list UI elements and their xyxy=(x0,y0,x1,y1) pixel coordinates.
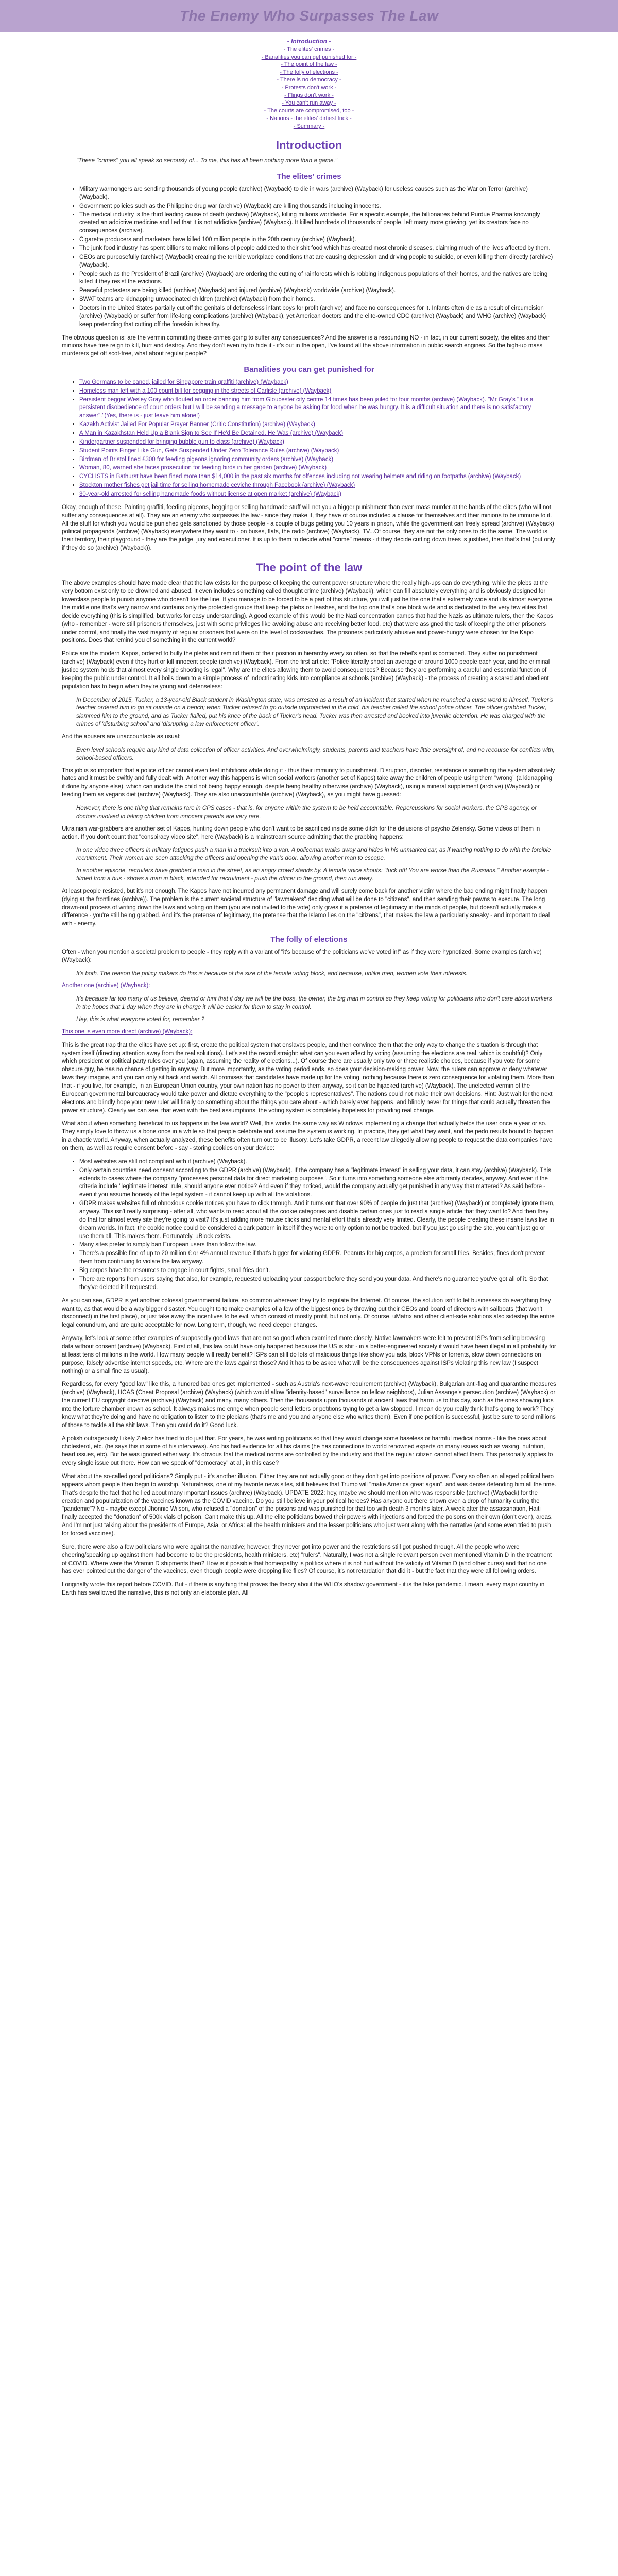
paragraph: As you can see, GDPR is yet another colossal governmental failure, so common wherever they try to regulate the Internet. Of course, the solution isn't to let businesses do everything they want to, as that would be a way bigger disaster. You ought to to make examples of a few of the biggest ones by throwing out their CEOs and board of directors with sailboats (that won't disconnect) in the first place), or just take away the incentives to be evil, which consist of mostly profit, but not only. Of course, uMatrix and other client-side solutions also sidestep the entire legal conundrum, and are quite acceptable for now. Long term, though, we need deeper changes. xyxy=(62,1297,555,1329)
toc-link-summary[interactable]: - Summary - xyxy=(293,123,325,130)
paragraph: Often - when you mention a societal problem to people - they reply with a variant of "it's because of the politicians we've voted in!" as if they were hypnotized. Some examples (archive) (Wayback): xyxy=(62,948,542,963)
paragraph: At least people resisted, but it's not enough. The Kapos have not incurred any permanent damage and will surely come back for another victim where the bad ending might finally happen (dying at the frontlines (archive)). The problem is the current societal structure of "lawmakers" deciding what will be done to "citizens", and then sending their pawns to execute. The long drawn-out process of writing down the laws and voting on them (you are not invited to the vote) only gives it a pretense of legitimacy in the minds of people, but doesn't actually make a difference - you're still being grabbed. And it's the pretense of legitimacy, the pretense that the Islamo lies on the "citizens", that makes the law a particularly sneaky - and important to deal with - enemy. xyxy=(62,888,550,927)
paragraph: What about when something beneficial to us happens in the law world? Well, this works the same way as Windows implementing a change that actually helps the user once a year or so. They simply love to throw us a bone once in a while so that people celebrate and assume the system is working. In practice, they get what they want, and the pedo results bound to happen in a chaotic world. Anyway, when actually analyzed, these benefits often turn out to be illusory. Let's take GDPR, a recent law allegedly allowing people to request the data companies have on them, as well as require consent before - say - storing cookies on your device: xyxy=(62,1121,554,1152)
toc-link-banalities[interactable]: - Banalities you can get punished for - xyxy=(261,54,357,60)
list-item xyxy=(79,421,556,429)
toc-link-run-away[interactable]: - You can't run away - xyxy=(282,100,336,107)
toc-link-elites[interactable]: - The elites' crimes - xyxy=(283,46,335,53)
list-item: • CEOs are purposefully (archive) (Wayback) creating the terrible workplace conditions that are causing depression and driving people to suicide, or even killing them directly (archive) (Wayback). xyxy=(79,253,556,270)
toc-link-folly-of-elections[interactable]: - The folly of elections - xyxy=(280,69,338,76)
heading-introduction: Introduction xyxy=(276,139,342,152)
paragraph: And the abusers are unaccountable as usual: xyxy=(62,733,181,740)
list-item xyxy=(79,490,556,499)
list-item: • GDPR makes websites full of obnoxious cookie notices you have to click through. And it turns out that over 90% of people do just that (archive) (Wayback) or completely ignore them, anyway. This isn't really surprising - after all, who wants to read about all the cookie categories and disable certain ones just to read a single article that they want to? And then they do that for almost every site they're going to visit? It's just adding more mouse clicks and mental effort that's already very limited. Clearly, the people creating these insane laws live in dream worlds. In fact, the cookie notice could be considered a dark pattern in itself if they were to only option to not be tracked, but if you just go using the site, you can't just go or use them all. This makes them. Fortunately, uBlock exists. xyxy=(79,1200,556,1241)
intro-quote: "These "crimes" you all speak so seriously of... To me, this has all been nothing more than a game." xyxy=(76,158,337,164)
list-item xyxy=(79,464,556,472)
list-item: • Doctors in the United States partially cut off the genitals of defenseless infant boys for profit (archive) and face no consequences for it. Infants often die as a result of circumcision (archive) (Wayback) or suffer from life-long complications (archive) (Wayback), yet American doctors and the elite-owned CDC (archive) (Wayback) and WHO (archive) (Wayback) keep pretending that cutting off the foreskin is healthy. xyxy=(79,304,556,329)
list-item xyxy=(79,456,556,464)
news-link[interactable]: Kindergartner suspended for bringing bubble gun to class (archive) (Wayback) xyxy=(79,438,284,445)
news-link[interactable]: CYCLISTS in Bathurst have been fined more than $14,000 in the past six months for offences including not wearing helmets and riding on footpaths (archive) (Wayback) xyxy=(79,473,521,480)
list-item: • The junk food industry has spent billions to make millions of people addicted to their shit food which has created most chronic diseases, claiming much of the lives affected by them. xyxy=(79,245,556,253)
paragraph: A polish outrageously Likely Zielicz has tried to do just that. For years, he was writing politicians so that they would change some baseless or harmful medical norms - like the ones about cholesterol, etc. (he says this in some of his interviews). And his had evidence for all his claims (he has connections to world renowned experts on many issues such as vaxing, nutrition, heart issues, etc). But he was ignored either way. It's obvious that the medical norms are controlled by the industry and that the regular citizen cannot affect them. This personally applies to every single issue out there. How can we speak of "democracy" at all, in this case? xyxy=(62,1435,553,1467)
heading-point-of-law: The point of the law xyxy=(255,561,363,574)
toc-title: - Introduction - xyxy=(287,38,331,45)
list-item: • SWAT teams are kidnapping unvaccinated children (archive) (Wayback) from their homes. xyxy=(79,296,556,304)
paragraph: The obvious question is: are the vermin committing these crimes going to suffer any consequences? And the answer is a resounding NO - in fact, in our current society, the elites and their minions have free reign to kill, hurt and destroy. And they don't even try to hide it - it's out in the open, I've found all the above information in public search engines. So the high-up mass murderers get off scot-free, what about regular people? xyxy=(62,334,550,358)
list-item xyxy=(79,430,556,438)
blockquote: In one video three officers in military fatigues push a man in a tracksuit into a van. A policeman walks away and hides in his unmarked car, as if wanting nothing to do with the forcible recruitment. Their women are seen attacking the officers and opening the van's door, allowing another man to escape. xyxy=(76,847,551,862)
list-item: • Cigarette producers and marketers have killed 100 million people in the 20th century (archive) (Wayback). xyxy=(79,236,556,244)
paragraph: Police are the modern Kapos, ordered to bully the plebs and remind them of their position in hierarchy every so often, so that the rebel's spirit is contained. They suffer no punishment (archive) (Wayback) even if they hurt or kill innocent people (archive) (Wayback). From the first article: "Police literally shoot an average of around 1000 people each year, and the criminal justice system holds that almost every single shooting is legal". Why are the elites allowing them to avoid consequences? Because they are performing a careful and essential function of keeping the public under control. It all boils down to a simple process of indoctrinating kids into compliance at schools (archive) (Wayback) - the process of creating a scared and obedient population has to begin when they're young and defenseless: xyxy=(62,651,550,690)
article-content xyxy=(62,32,556,1598)
site-banner xyxy=(0,0,618,32)
news-link[interactable]: Kazakh Activist Jailed For Popular Prayer Banner (Critic Constitution) (archive) (Wayback) xyxy=(79,421,315,428)
paragraph: Sure, there were also a few politicians who were against the narrative; however, they never got into power and the restrictions still got pushed through. All the people who were cheering/speaking up against them had become to be the presidents, health ministers, etc) "rulers". Naturally, I was not a single relevant person even mentioned Vitamin D in the treatment of COVID. Where were the Vitamin D shipments then? How is it possible that homeopathy is politics where it is not hurt without the validity of Vitamin D (and other cures) and that no one has ever pointed out the danger of the vaccines, even though people were dropping like flies? Of course, it's not retardation that did it - but the fact that they were all following orders. xyxy=(62,1544,552,1575)
list-item: • Only certain countries need consent according to the GDPR (archive) (Wayback). If the company has a "legitimate interest" in selling your data, it can stay (archive) (Wayback). This extends to cases where the company "processes personal data for direct marketing purposes". So it turns into something someone else arbitrarily decides, anyway. And even if the criteria include "legitimate interest" rule, should anyone ever notice? And even if they noticed, would the company actually get punished in any way that mattered? As said before - even if you assume honesty of the legal system - it cannot keep up with all the violations. xyxy=(79,1167,556,1199)
list-item xyxy=(79,396,556,421)
list-item xyxy=(79,447,556,455)
heading-banalities: Banalities you can get punished for xyxy=(244,365,374,375)
list-item xyxy=(79,482,556,490)
paragraph: The above examples should have made clear that the law exists for the purpose of keeping the current power structure where the really high-ups can do everything, while the plebs at the very bottom exist only to be drowned and abused. It even includes something called thought crime (archive) (Wayback), which can fill absolutely everything and is obviously designed for lowerclass people to punish anyone who doesn't toe the line. If you manage to be forced to be a part of this structure, you will just be the one that's extremely wide and ills almost everyone, the middle one that's very narrow and contains only the protected groups that keep the plebs on leashes, and the top one that's one block wide and is dedicated to the very few elites that decide everything (this is simplified, but works for easy understanding). A good example of this would be the Nazi concentration camps that had the Nazis as ultimate rulers, then the Kapos (who - remember - were still prisoners themselves, just with some privileges like avoiding abuse and receiving better food, etc) that were assigned the task of keeping the other prisoners under control, and finally the vast majority of regular prisoners that were on the level of cockroaches. The prisoners particularly abusive and power-hungry were chosen for the Kapo positions. Does that remind you of something in the current world? xyxy=(62,580,554,644)
section-elites-crimes xyxy=(62,172,556,359)
news-link[interactable]: Student Points Finger Like Gun, Gets Suspended Under Zero Tolerance Rules (archive) (Wayback) xyxy=(79,447,339,454)
blockquote: In another episode, recruiters have grabbed a man in the street, as an angry crowd stands by. A female voice shouts: "fuck off! You are worse than the Russians." Another example - filmed from a bus - shows a man in black, intended for recruitment - push the officer to the ground, then run away. xyxy=(76,868,550,882)
news-link[interactable]: Stockton mother fishes get jail time for selling homemade ceviche through Facebook (archive) (Wayback) xyxy=(79,482,355,489)
blockquote: Even level schools require any kind of data collection of officer activities. And overwhelmingly, students, parents and teachers have little oversight of, and no recourse for conflicts with, school-based officers. xyxy=(76,747,555,761)
elites-crimes-list xyxy=(62,185,556,329)
more-direct-link[interactable]: This one is even more direct (archive) (Wayback): xyxy=(62,1028,193,1035)
list-item xyxy=(79,379,556,387)
blockquote: It's both. The reason the policy makers do this is because of the size of the female voting block, and because, unlike men, women vote their interests. xyxy=(76,970,468,977)
another-one-link[interactable]: Another one (archive) (Wayback): xyxy=(62,982,150,989)
section-folly-of-elections xyxy=(62,935,556,1598)
list-item xyxy=(79,438,556,447)
list-item xyxy=(79,387,556,396)
section-introduction xyxy=(62,138,556,165)
paragraph: Anyway, let's look at some other examples of supposedly good laws that are not so good when examined more closely. Native lawmakers were felt to prevent ISPs from selling browsing data without consent (archive) (Wayback). First of all, this law could have only happened because the US is shit - in a better-engineered society it would have been illegal in all probability for at least tens of millions in the world. How many people will really benefit? ISPs can still do lots of malicious things like show you ads, block VPNs or torrents, slow down connections on purpose, falsely advertise internet speeds, etc. Where are the laws against those? And it has to be asked what will be the consequences against ISPs violating this new law (I suspect nothing) or a small fine as usual). xyxy=(62,1335,556,1375)
toc-link-protests[interactable]: - Protests don't work - xyxy=(281,84,337,91)
toc-link-courts[interactable]: - The courts are compromised, too - xyxy=(264,108,354,114)
list-item: • Peaceful protesters are being killed (archive) (Wayback) and injured (archive) (Wayback) worldwide (archive) (Wayback). xyxy=(79,287,556,295)
heading-elites-crimes: The elites' crimes xyxy=(277,172,341,181)
section-banalities xyxy=(62,365,556,553)
list-item: • Most websites are still not compliant with it (archive) (Wayback). xyxy=(79,1158,556,1166)
paragraph: I originally wrote this report before COVID. But - if there is anything that proves the theory about the WHO's shadow government - it is the fake pandemic. I mean, every major country in Earth has swallowed the narrative, this is not only an elaborate plan. All xyxy=(62,1582,545,1597)
news-link[interactable]: Woman, 80, warned she faces prosecution for feeding birds in her garden (archive) (Wayback) xyxy=(79,465,327,471)
paragraph: What about the so-called good politicians? Simply put - it's another illusion. Either they are not actually good or they don't get into positions of power. Every so often an alleged political hero appears whom people then begin to worship. Naturalness, one of my favorite news sites, still believes that Trump will "make America great again", and was dense defending him all the time. That's despite the fact that he lied about many important issues (archive) (Wayback). UPDATE 2022: hey, maybe we should mention who was responsible (archive) (Wayback) for the creation and popularization of the vaccines known as the COVID vaccine. Do you still believe in your political heroes? Has anyone out there shown even a drop of humanity during the "pandemic"? No - maybe except Jhonnie Wilson, who refused a "donation" of the poisons and was punished for that too with death 3 months later. A week after the assassination, Haiti finally accepted the "donation" of 500k vials of poison. Can't make this up. All the elite politicians bowed their powers with injections and forced the poisons on their own (don't even), areas. And I'm not just talking about the presidents of Europe, Asia, or Africa: all the health ministers and the lesser politicians who just went along with the narrative (and some even tried to push for forced vaccines). xyxy=(62,1473,556,1537)
banalities-list xyxy=(62,379,556,499)
paragraph: This is the great trap that the elites have set up: first, create the political system that enslaves people, and then convince them that the only way to change the situation is through that system itself (directing attention away from the real solutions). Let's set the record straight: what can you even affect by voting (assuming the elections are real, which is doubtful)? Only which president or political party rules over you (again, assuming the reality of elections...). Of course there are usually only two or three realistic choices, because if you vote for some obscure guy, he has no chance of getting in anyway. But more importantly, as the voting period ends, so does your decision-making power. Now, the rulers can approve or deny whatever laws they imagine, and you can only sit back and watch. All promises that candidates have made up for the voting, nothing because there is zero consequence for violating them. More than that - if you live, for example, in an European Union country, your own nation has no power to them anyway, so it can be hijacked (archive) (Wayback). The unelected vermin of the European governmental bureaucracy would take power and dictate everything to the "people's representatives". The nations could not make their own decisions. Hint: Just wait for the next elections and blindly hope your new ruler will finally do something about the things you care about - which barely ever happens, and blindly never for things that could actually threaten the power structure). Clearly we can see, that even with the best assumptions, the voting system is completely hopeless for providing real change. xyxy=(62,1042,554,1114)
blockquote: In December of 2015, Tucker, a 13-year-old Black student in Washington state, was arrested as a result of an incident that started when he munched a curse word to himself. Tucker's teacher ordered him to go sit outside on a bench; when Tucker refused to go outside unprotected in the cold, his teacher called the school police officer. The officer grabbed Tucker, slammed him to the ground, and as Tucker flailed, put his knee of the back of Tucker's head. Tucker was then arrested and booked into juvenile detention. He was charged with the crimes of 'disturbing school' and 'disrupting a law enforcement officer'. xyxy=(76,697,553,728)
gdpr-issues-list xyxy=(62,1158,556,1292)
heading-folly-of-elections: The folly of elections xyxy=(270,935,348,944)
paragraph: Okay, enough of these. Painting graffiti, feeding pigeons, begging or selling handmade stuff will net you a bigger punishment than even mass murder at the hands of the elites (who will not suffer any consequences at all). They are an enemy who surpasses the law - since they make it, they have of course included a clause for themselves and their minions to be immune to it. All the stuff for which you would be punished gets sanctioned by those people - a couple of bugs getting you 10 years in prison, while the government can freely spread (archive) (Wayback) political propaganda (archive) (Wayback) everywhere they want to - on buses, flats, the radio (archive) (Wayback), TV...Of course, they are not the only ones to do the same. The world is their territory, their playground - they are the judge, jury and executioner. It is up to them to decide what "crime" means - if they decide cutting down trees is justified, then that's that (but only if they do so (archive) (Wayback)). xyxy=(62,504,555,552)
list-item: • There's a possible fine of up to 20 million € or 4% annual revenue if that's bigger for violating GDPR. Peanuts for big corpos, a problem for small fries. Besides, fines don't prevent them from continuing to violate the law anyway. xyxy=(79,1250,556,1266)
news-link[interactable]: A Man in Kazakhstan Held Up a Blank Sign to See If He'd Be Detained. He Was (archive) (Wayback) xyxy=(79,430,344,436)
toc-link-nations[interactable]: - Nations - the elites' dirtiest trick - xyxy=(266,115,352,122)
list-item: • People such as the President of Brazil (archive) (Wayback) are ordering the cutting of rainforests which is robbing indigenous populations of their homes, and the natives are being killed if they resist the evictions. xyxy=(79,270,556,287)
news-link[interactable]: Persistent beggar Wesley Gray who flouted an order banning him from Gloucester city centre 14 times has been jailed for four months (archive) (Wayback). "Mr Gray's "It is a persistent disobedience of court orders but I will be sending a message to anyone be asking for food when he was hungry. It is a difficult situation and there is no satisfactory answer"."(Yes, there is - just leave him alone!) xyxy=(79,396,534,419)
paragraph: This job is so important that a police officer cannot even feel inhibitions while doing it - thus their immunity to punishment. Disruption, disorder, resistance is something the system absolutely hates and it must be swiftly and fully dealt with. Another way this happens is when social workers (another set of Kapos) take away the children of people using them "wrong" (a kidnapping if done by anyone else), which can include the child not being happy enough, despite being healthy otherwise (archive) (Wayback), using a mineral supplement (archive) (Wayback) or feeding them as vegans diet (archive) (Wayback). They are also unaccountable (archive) (Wayback), as you might have guessed: xyxy=(62,767,555,799)
news-link[interactable]: Two Germans to be caned, jailed for Singapore train graffiti (archive) (Wayback) xyxy=(79,379,288,385)
site-title: The Enemy Who Surpasses The Law xyxy=(179,7,439,24)
list-item: • Military warmongers are sending thousands of young people (archive) (Wayback) to die in wars (archive) (Wayback) for useless causes such as the War on Terror (archive) (Wayback). xyxy=(79,185,556,202)
paragraph: Regardless, for every "good law" like this, a hundred bad ones get implemented - such as Austria's next-wave requirement (archive) (Wayback), Bulgarian anti-flag and quarantine measures (archive) (Wayback), UCAS (Cheat Proposal (archive) (Wayback) (which would allow "identity-based" surveillance on fellow neighbors), Julian Assange's persecution (archive) (Wayback) or the current EU copyright directive (archive) (Wayback) and many, many others. Then the thousands upon thousands of ancient laws that harm us to this day, such as the ones showing kids into the torture chamber known as school. It always makes me cringe when people send letters or petitions trying to get a law stopped. I mean do you really think that's going to work? They know what they're doing and have no obligation to listen to the plebians (that's me and you and anyone else who writes them). Even if one petition is successful, just be sure to send millions of those to tackle all the shit laws. Then you could do it? Good luck. xyxy=(62,1381,556,1429)
list-item: • The medical industry is the third leading cause of death (archive) (Wayback), killing millions worldwide. For a specific example, the billionaires behind Purdue Pharma knowingly created an addictive medicine and lied that it is not addictive (archive) (Wayback). It killed hundreds of thousands of people, left many more grieving, yet its creators face no consequences (archive). xyxy=(79,211,556,236)
toc-link-flings[interactable]: - Flings don't work - xyxy=(284,92,334,99)
news-link[interactable]: 30-year-old arrested for selling handmade foods without license at open market (archive) (Wayback) xyxy=(79,490,342,497)
news-link[interactable]: Birdman of Bristol fined £300 for feeding pigeons ignoring community orders (archive) (Wayback) xyxy=(79,456,334,463)
blockquote: It's because far too many of us believe, deemd or hint that if day we will be the boss, the owner, the big man in control so they keep voting for politicians who don't care about workers in the hopes that 1 day when they are in charge it will be easier for them to stay in control. xyxy=(76,996,552,1011)
table-of-contents xyxy=(62,37,556,130)
toc-link-point-of-law[interactable]: - The point of the law - xyxy=(281,61,337,68)
list-item: • Many sites prefer to simply ban European users than follow the law. xyxy=(79,1241,556,1249)
list-item xyxy=(79,473,556,481)
list-item: • Government policies such as the Philippine drug war (archive) (Wayback) are killing thousands including innocents. xyxy=(79,202,556,211)
blockquote: Hey, this is what everyone voted for, remember ? xyxy=(76,1016,205,1023)
section-point-of-law xyxy=(62,560,556,928)
toc-link-no-democracy[interactable]: - There is no democracy - xyxy=(277,77,341,83)
blockquote: However, there is one thing that remains rare in CPS cases - that is, for anyone within the system to be held accountable. Repercussions for social workers, the CPS agency, or doctors involved in taking children from innocent parents are very rare. xyxy=(76,805,537,820)
list-item: • Big corpos have the resources to engage in court fights, small fries don't. xyxy=(79,1267,556,1275)
news-link[interactable]: Homeless man left with a 100 count bill for begging in the streets of Carlisle (archive) (Wayback) xyxy=(79,387,332,394)
list-item: • There are reports from users saying that also, for example, requested uploading your passport before they send you your data. And there's no guarantee you've got all of it. So that they've deleted it if requested. xyxy=(79,1276,556,1292)
paragraph: Ukrainian war-grabbers are another set of Kapos, hunting down people who don't want to be sacrificed inside some ditch for the delusions of psycho Zelensky. Some videos of them in action. If you don't count that "conspiracy video site", here (Wayback) is a mainstream source admitting that the grabbing happens: xyxy=(62,825,540,840)
